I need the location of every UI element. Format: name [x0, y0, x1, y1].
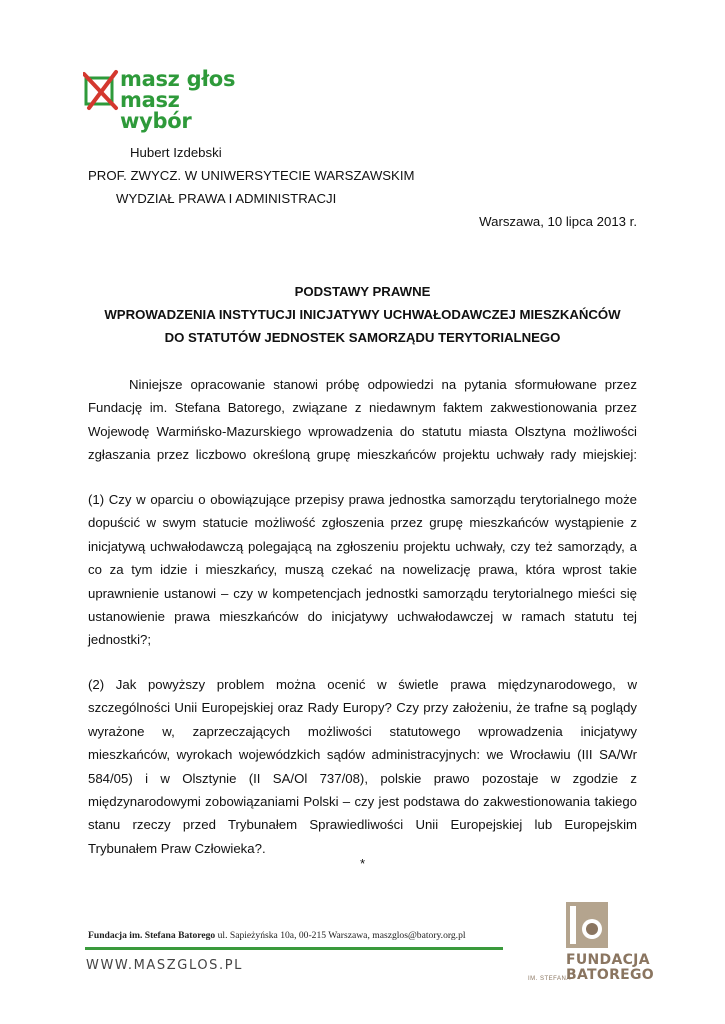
paragraph-line: dopuścić w swym statucie możliwość zgłoszenia przez grupę mieszkańców wystąpienie z [88, 515, 637, 531]
footer-divider [85, 947, 503, 950]
paragraph-line: zgłaszania przez liczbowo określoną grupę mieszkańców projektu uchwały rady miejskiej: [88, 447, 637, 463]
paragraph-intro [88, 377, 637, 471]
paragraph-line: 584/05) i w Olsztynie (II SA/Ol 737/08), polskie prawo pozostaje w zgodzie z [88, 770, 637, 786]
author-title-line1: PROF. ZWYCZ. W UNIWERSYTECIE WARSZAWSKIM [88, 168, 415, 183]
paragraph-line: ustanowienie prawa mieszkańców do inicjatywy uchwałodawczej w ramach statutu tej [88, 608, 637, 624]
heading-line2: WPROWADZENIA INSTYTUCJI INICJATYWY UCHWAŁODAWCZEJ MIESZKAŃCÓW [104, 307, 621, 322]
paragraph-line: Fundację im. Stefana Batorego, związane z niedawnym faktem zakwestionowania przez [88, 400, 637, 416]
paragraph-line: Niniejsze opracowanie stanowi próbę odpowiedzi na pytania sformułowane przez [129, 377, 637, 392]
paragraph-question-1 [88, 492, 637, 656]
footer-website: WWW.MASZGLOS.PL [86, 958, 244, 973]
footer-address: ul. Sapieżyńska 10a, 00-215 Warszawa, maszglos@batory.org.pl [215, 930, 466, 941]
footer-contact [88, 930, 466, 941]
logo-line1: masz głos [120, 67, 236, 91]
author-name: Hubert Izdebski [130, 145, 222, 160]
paragraph-line: Wojewodę Warmińsko-Mazurskiego wprowadzenia do statutu miasta Olsztyna możliwości [88, 423, 637, 439]
batory-small-label: IM. STEFANA [528, 976, 571, 982]
section-separator: * [360, 856, 366, 871]
paragraph-line: stanu rzeczy przed Trybunałem Sprawiedliwości Unii Europejskiej lub Europejskim [88, 817, 637, 833]
batory-foundation-logo [566, 902, 608, 948]
author-title-line2: WYDZIAŁ PRAWA I ADMINISTRACJI [116, 191, 337, 206]
document-date: Warszawa, 10 lipca 2013 r. [479, 214, 637, 229]
paragraph-line: inicjatywą uchwałodawczą polegającą na zgłoszeniu projektu uchwały, czy też samorządy, a [88, 538, 637, 554]
logo-line2: masz wybór [120, 88, 192, 133]
heading-line3: DO STATUTÓW JEDNOSTEK SAMORZĄDU TERYTORIALNEGO [164, 330, 561, 345]
paragraph-line: uprawnienie ustanowi – czy w kompetencjach jednostki samorządu terytorialnego mieści się [88, 585, 637, 601]
paragraph-line: wyrażone w, zaprzeczających możliwości statutowego wprowadzenia inicjatywy [88, 723, 637, 739]
batory-emblem-icon [566, 902, 608, 948]
paragraph-line: Trybunałem Praw Człowieka?. [88, 840, 266, 856]
paragraph-line: (1) Czy w oparciu o obowiązujące przepisy prawa jednostka samorządu terytorialnego może [88, 492, 637, 507]
batory-name-line2: BATOREGO [566, 967, 655, 983]
paragraph-line: (2) Jak powyższy problem można ocenić w świetle prawa międzynarodowego, w [88, 677, 637, 692]
paragraph-line: jednostki?; [88, 632, 152, 648]
paragraph-line: co za tym idzie i mieszkańcy, muszą czekać na nowelizację prawa, która wprost takie [88, 562, 637, 578]
paragraph-line: międzynarodowymi zobowiązaniami Polski – czy jest podstawa do zakwestionowania takiego [88, 793, 637, 809]
paragraph-line: szczególności Unii Europejskiej oraz Rady Europy? Czy przy założeniu, że trafne są poglądy [88, 700, 637, 716]
paragraph-line: mieszkańców, wyrokach wojewódzkich sądów administracyjnych: we Wrocławiu (III SA/Wr [88, 747, 637, 763]
masz-glos-logo [83, 67, 243, 133]
paragraph-question-2 [88, 677, 637, 864]
ballot-cross-icon [83, 68, 119, 112]
heading-line1: PODSTAWY PRAWNE [294, 284, 431, 299]
batory-name-line1: FUNDACJA [566, 952, 650, 968]
footer-org: Fundacja im. Stefana Batorego [88, 930, 216, 941]
